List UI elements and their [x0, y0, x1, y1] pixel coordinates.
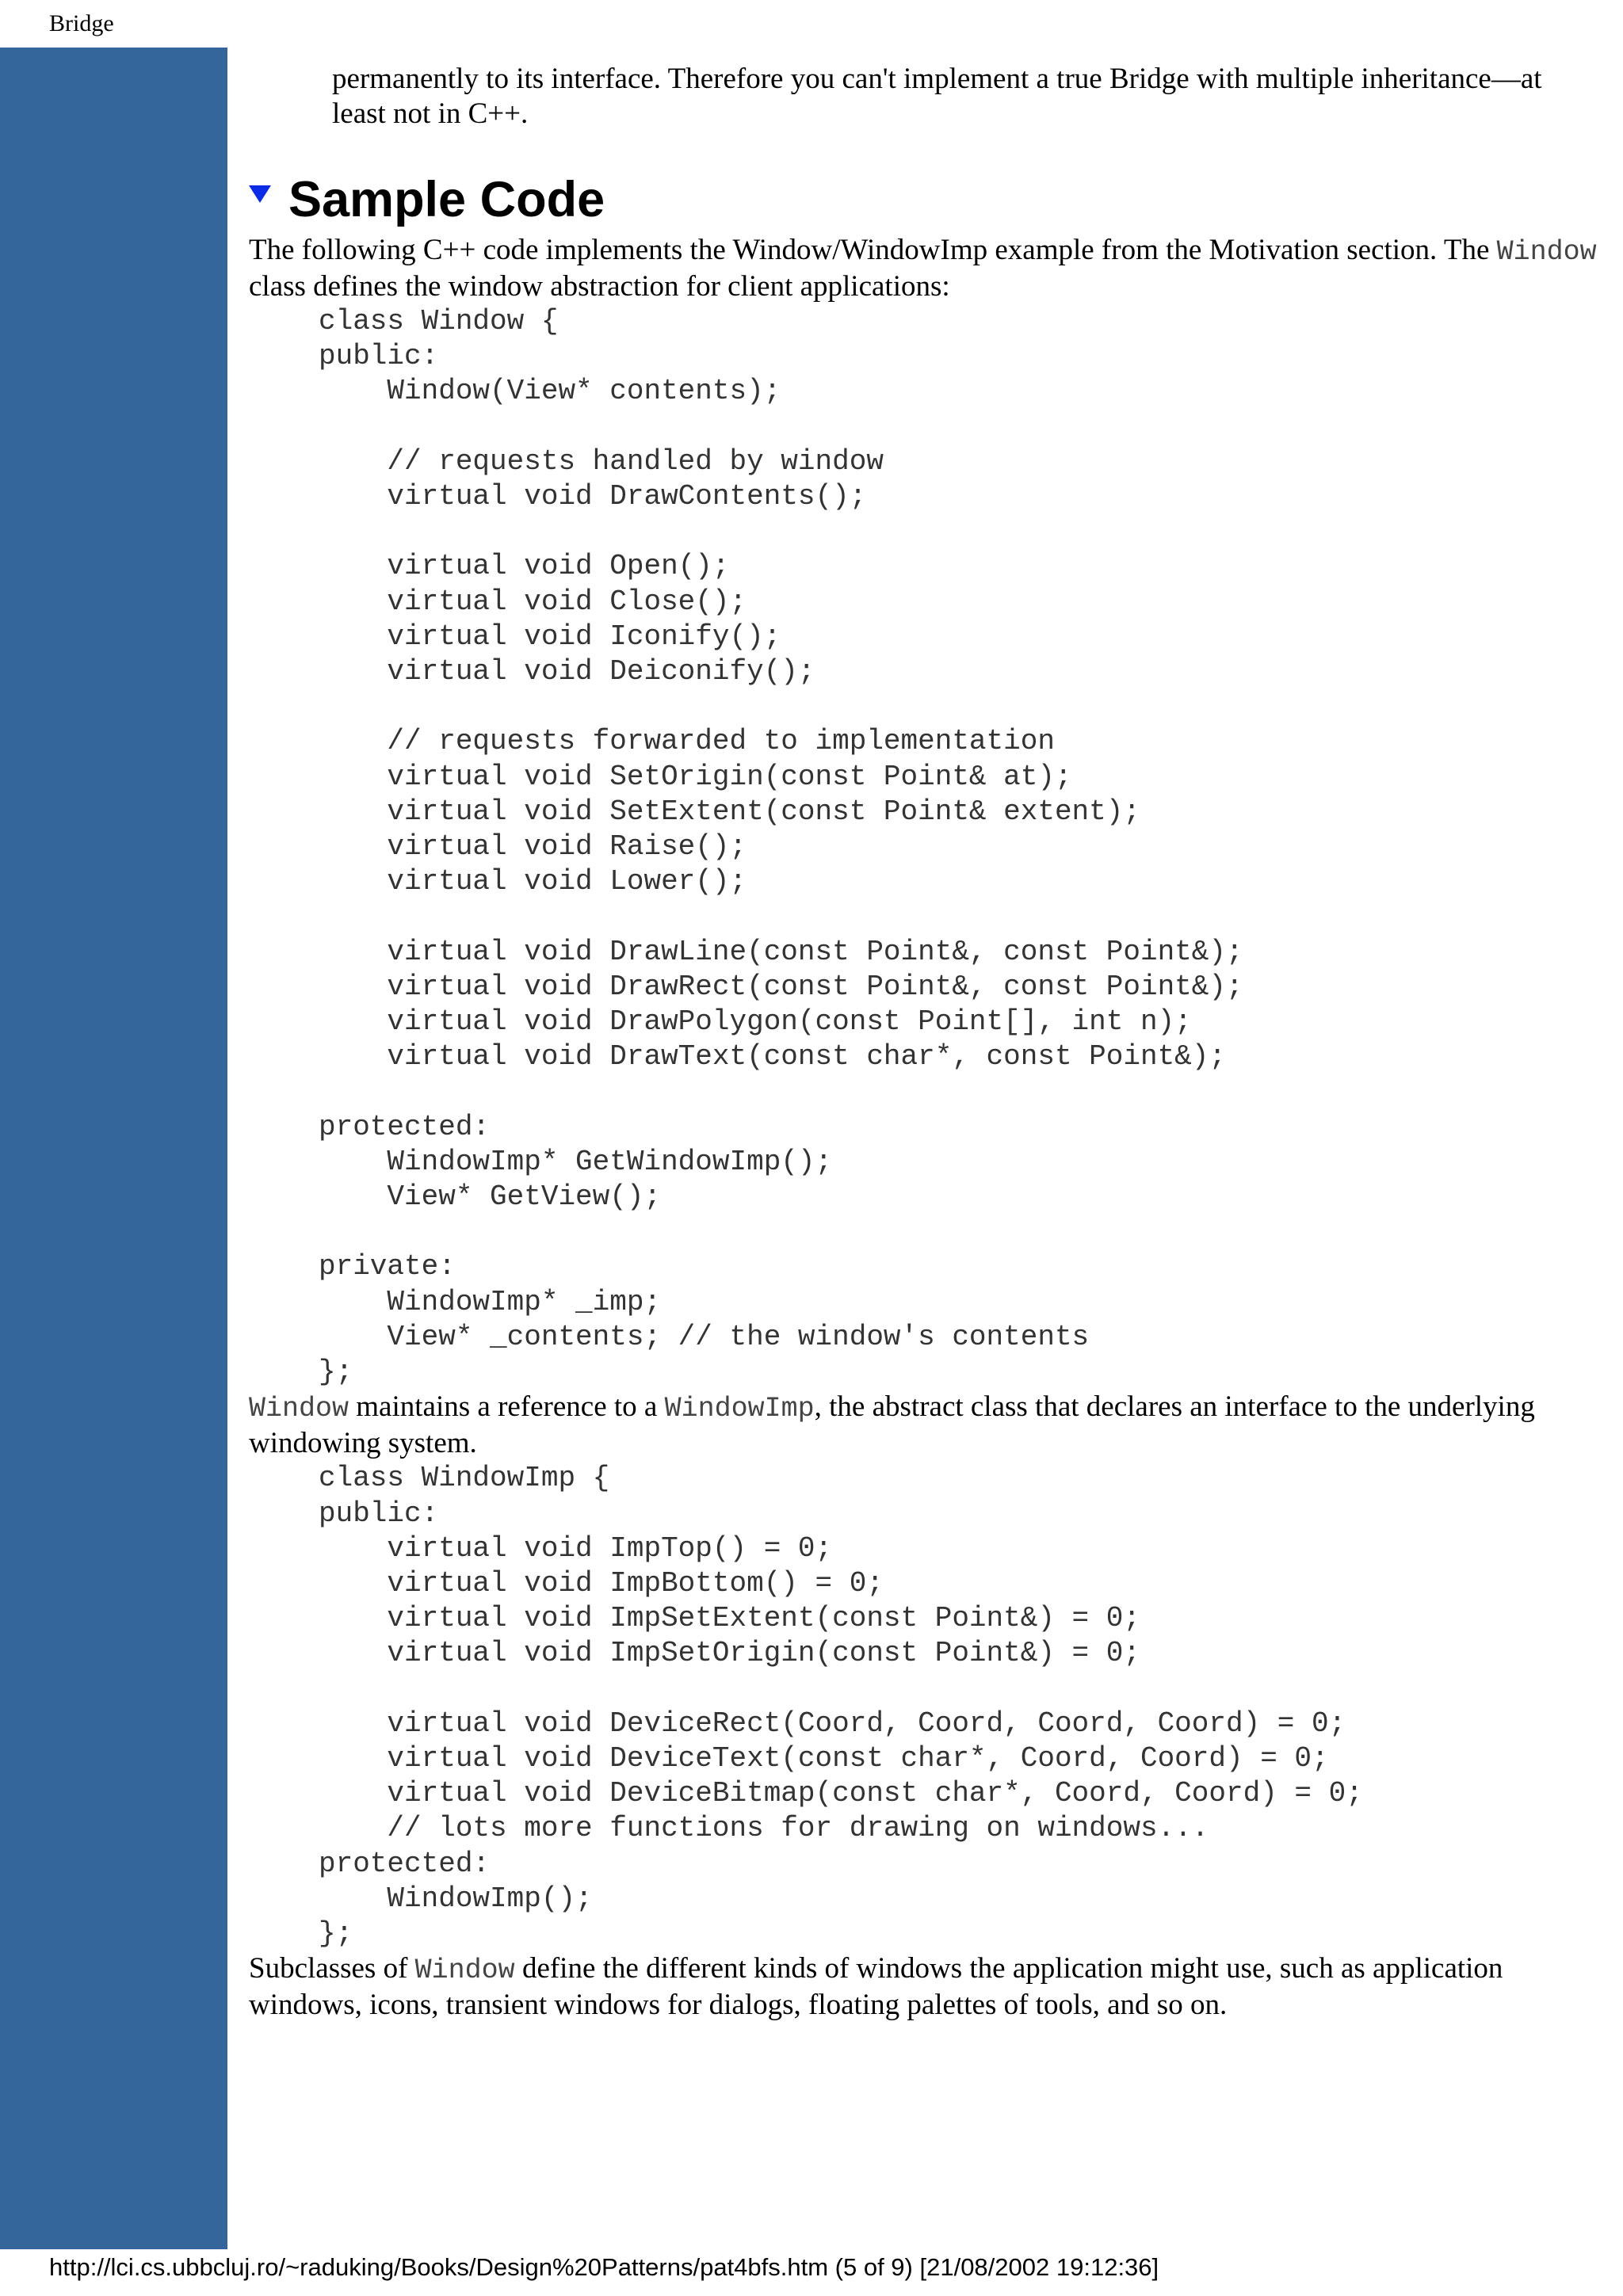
- code-block-window-class: class Window { public: Window(View* contents); // requests handled by window virtual void DrawContents(); virtual void Open(); virtual void Close(); virtual void Iconify(); virtual void Deiconify(); // requests forwarded to implementation virtual void SetOrigin(const Point& at); virtual void SetExtent(const Point& extent); virtual void Raise(); virtual void Lower(); virtual void DrawLine(const Point&, const Point&); virtual void DrawRect(const Point&, const Point&); virtual void DrawPolygon(const Point[], int n); virtual void DrawText(const char*, const Point&); protected: WindowImp* GetWindowImp(); View* GetView(); private: WindowImp* _imp; View* _contents; // the window's contents };: [319, 305, 1243, 1389]
- inline-code-windowimp: WindowImp: [664, 1393, 815, 1425]
- section-heading-text: Sample Code: [288, 172, 605, 227]
- paragraph-window-intro: [249, 233, 1602, 304]
- paragraph-text: define the different kinds of windows the application might use, such as application windows, icons, transient windows for dialogs, floating palettes of tools, and so on.: [249, 1952, 1503, 2022]
- paragraph-text: The following C++ code implements the Window/WindowImp example from the Motivation section. The: [249, 234, 1497, 266]
- inline-code-window: Window: [249, 1393, 349, 1425]
- page-header-title: Bridge: [49, 10, 114, 36]
- sidebar-panel: [0, 48, 227, 2249]
- paragraph-windowimp-reference: [249, 1390, 1602, 1461]
- intro-paragraph: permanently to its interface. Therefore you can't implement a true Bridge with multiple inheritance—at least not in C++.: [332, 63, 1542, 130]
- code-block-windowimp-class: class WindowImp { public: virtual void ImpTop() = 0; virtual void ImpBottom() = 0; virtual void ImpSetExtent(const Point&) = 0; virtual void ImpSetOrigin(const Point&) = 0; virtual void DeviceRect(Coord, Coord, Coord, Coord) = 0; virtual void DeviceText(const char*, Coord, Coord) = 0; virtual void DeviceBitmap(const char*, Coord, Coord) = 0; // lots more functions for drawing on windows... protected: WindowImp(); };: [319, 1462, 1363, 1950]
- triangle-down-icon[interactable]: [249, 185, 271, 203]
- paragraph-text: , the abstract class that declares an interface to the underlying windowing system.: [249, 1390, 1535, 1460]
- paragraph-text: maintains a reference to a: [349, 1390, 665, 1424]
- section-heading: [249, 166, 1602, 233]
- paragraph-subclasses: [249, 1951, 1602, 2023]
- paragraph-text: Subclasses of: [249, 1952, 415, 1985]
- page-footer-url: http://lci.cs.ubbcluj.ro/~raduking/Books/Design%20Patterns/pat4bfs.htm (5 of 9) [21/08/2002 19:12:36]: [49, 2253, 1159, 2281]
- inline-code-window: Window: [1496, 236, 1597, 268]
- paragraph-text: class defines the window abstraction for client applications:: [249, 270, 950, 303]
- inline-code-window: Window: [414, 1955, 515, 1987]
- main-content: [249, 62, 1602, 2023]
